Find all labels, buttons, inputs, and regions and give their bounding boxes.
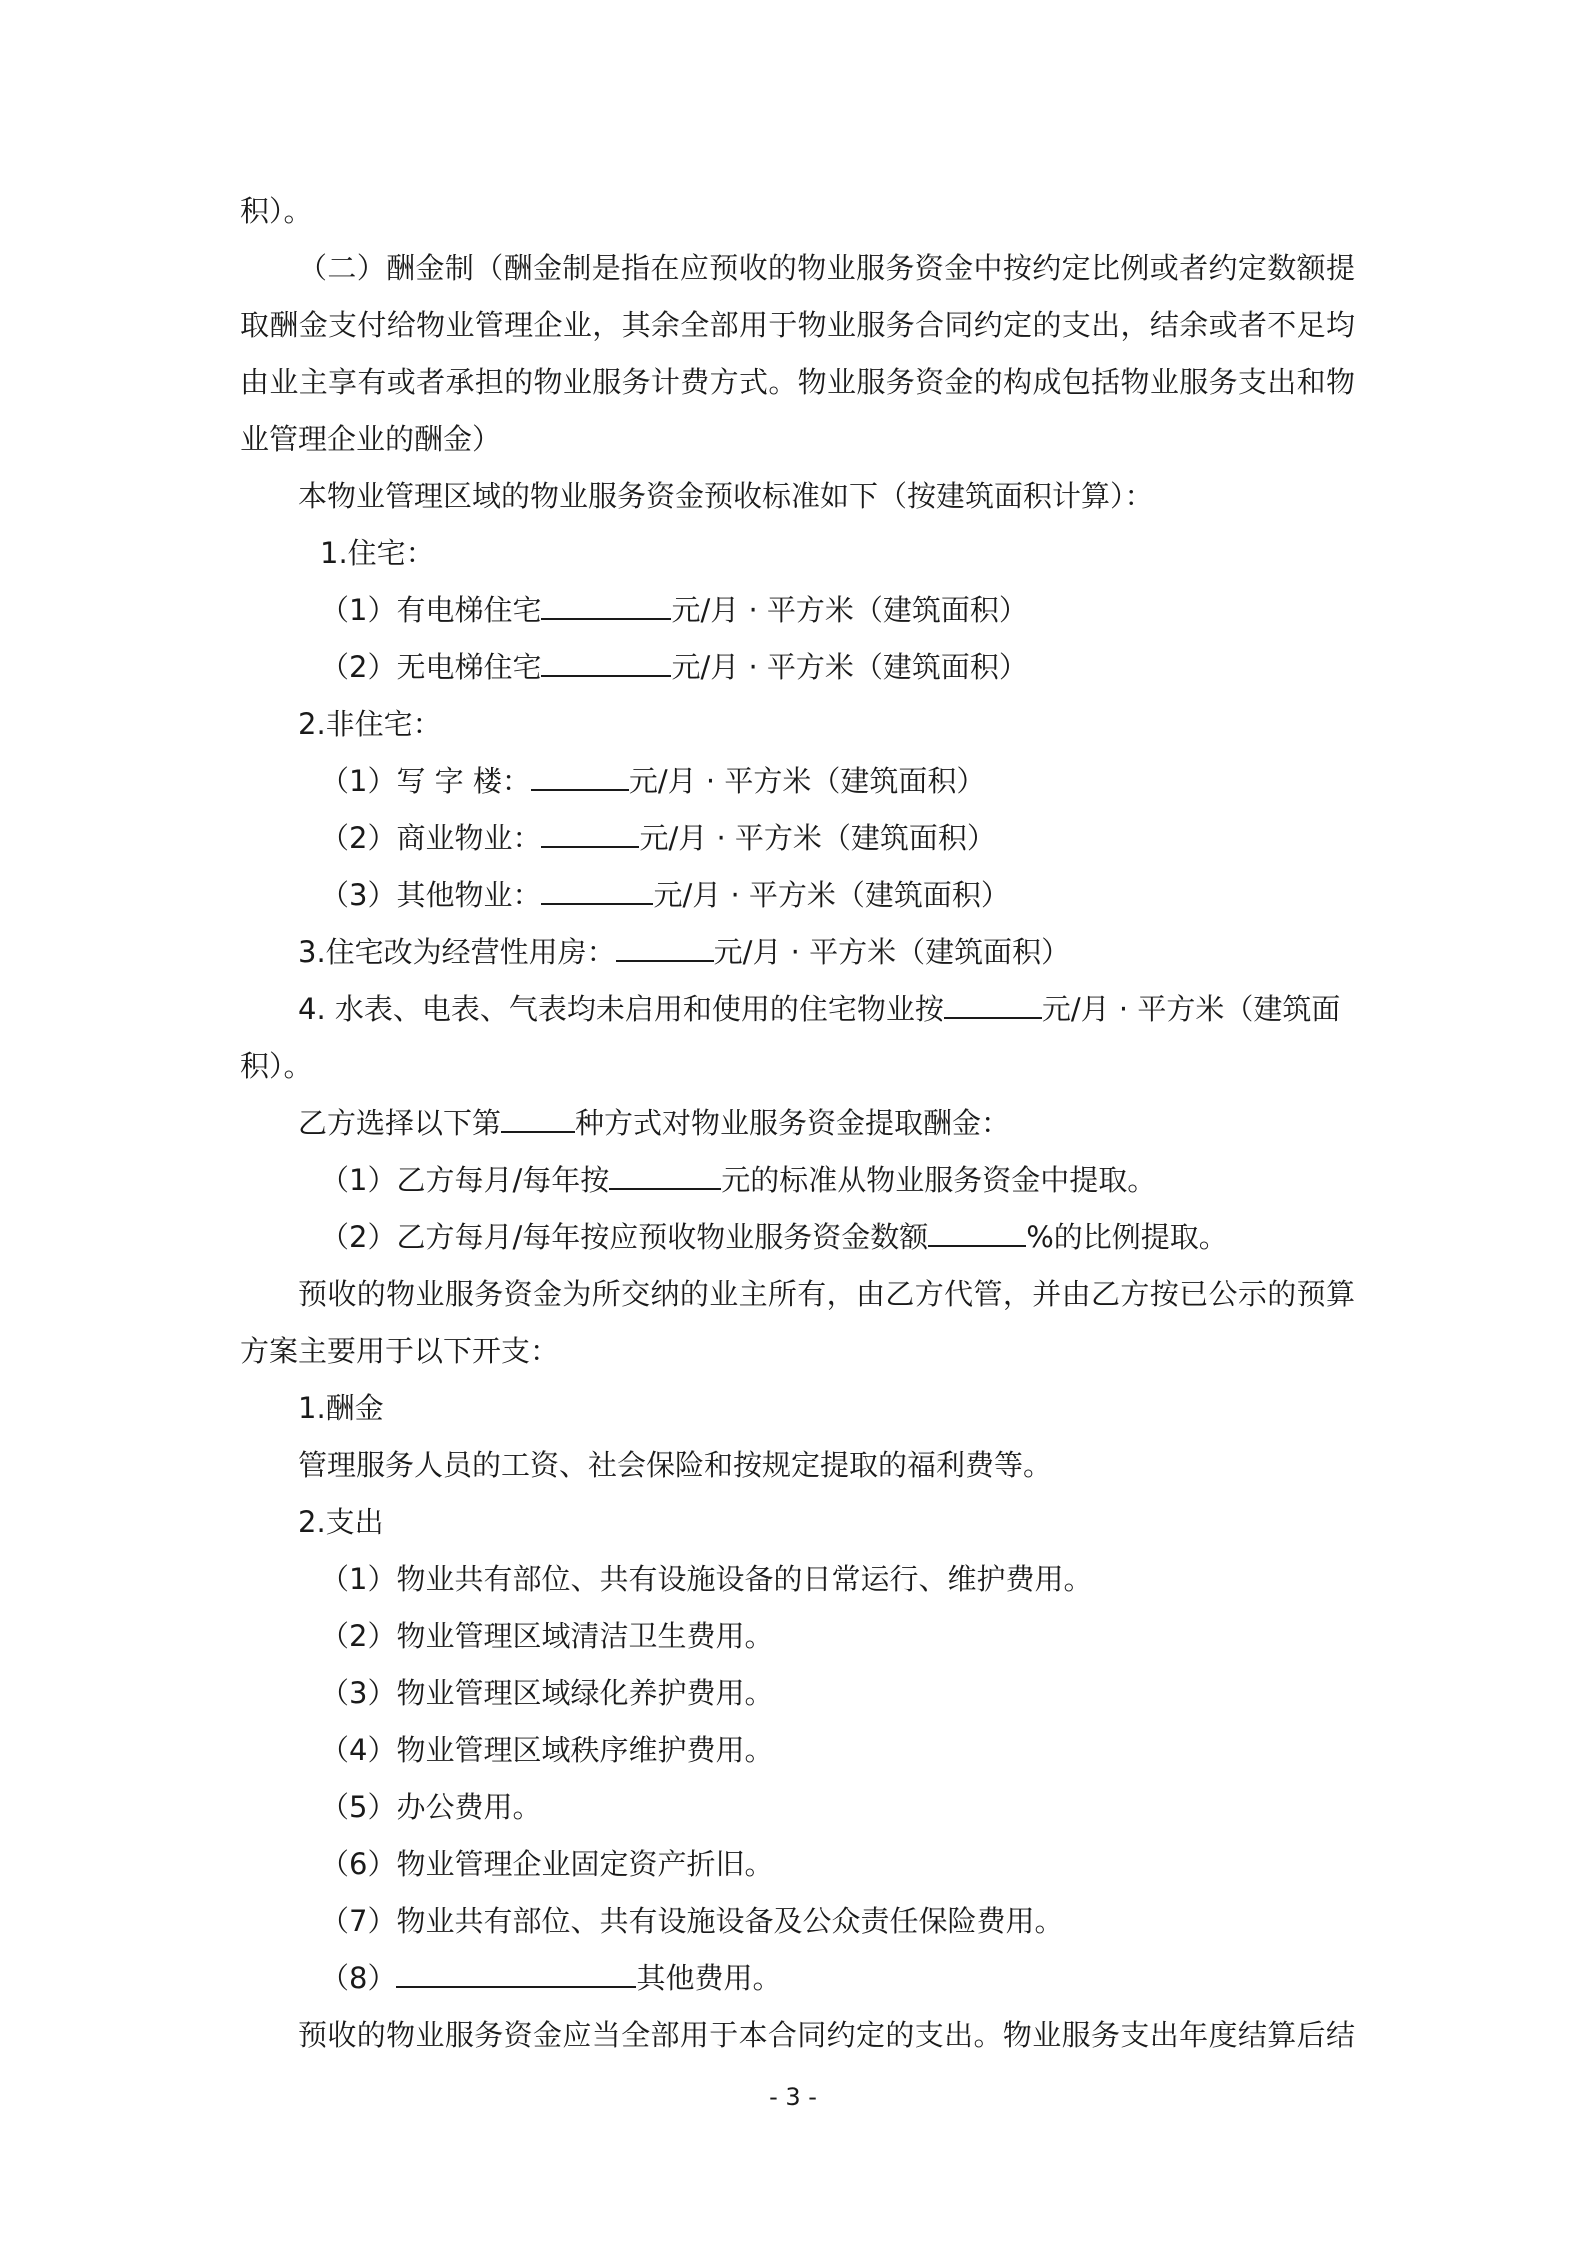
list-item: （2）物业管理区域清洁卫生费用。 (320, 1619, 774, 1653)
fill-blank (609, 1162, 721, 1190)
fee-line: （3）其他物业： 元/月 · 平方米（建筑面积） (320, 878, 1010, 912)
list-item: （5）办公费用。 (320, 1790, 542, 1824)
text-line: 2.支出 (298, 1505, 384, 1539)
fill-blank (541, 820, 639, 848)
fill-blank (944, 991, 1042, 1019)
fill-blank (541, 592, 671, 620)
text-line: 取酬金支付给物业管理企业，其余全部用于物业服务合同约定的支出，结余或者不足均 (240, 308, 1355, 342)
fill-blank (501, 1105, 575, 1133)
text-line: 业管理企业的酬金） (240, 422, 502, 456)
list-item: （7）物业共有部位、共有设施设备及公众责任保险费用。 (320, 1904, 1064, 1938)
fill-blank (396, 1960, 636, 1988)
fee-line: 3.住宅改为经营性用房： 元/月 · 平方米（建筑面积） (298, 935, 1071, 969)
page-number: - 3 - (769, 2083, 817, 2111)
text-line: 预收的物业服务资金应当全部用于本合同约定的支出。物业服务支出年度结算后结 (298, 2018, 1355, 2052)
fee-line: （1）乙方每月/每年按 元的标准从物业服务资金中提取。 (320, 1163, 1157, 1197)
fee-line: 4. 水表、电表、气表均未启用和使用的住宅物业按 元/月 · 平方米（建筑面 (298, 992, 1341, 1026)
text-line: 管理服务人员的工资、社会保险和按规定提取的福利费等。 (298, 1448, 1053, 1482)
fee-line: （1）有电梯住宅 元/月 · 平方米（建筑面积） (320, 593, 1028, 627)
text-line: 由业主享有或者承担的物业服务计费方式。物业服务资金的构成包括物业服务支出和物 (240, 365, 1355, 399)
fee-line: （1）写 字 楼： 元/月 · 平方米（建筑面积） (320, 764, 986, 798)
text-line: 本物业管理区域的物业服务资金预收标准如下（按建筑面积计算）： (298, 479, 1154, 513)
text-line: 1.住宅： (320, 536, 435, 570)
fee-line: 乙方选择以下第 种方式对物业服务资金提取酬金： (298, 1106, 1011, 1140)
list-item: （4）物业管理区域秩序维护费用。 (320, 1733, 774, 1767)
fee-line: （2）无电梯住宅 元/月 · 平方米（建筑面积） (320, 650, 1028, 684)
text-line: 预收的物业服务资金为所交纳的业主所有，由乙方代管，并由乙方按已公示的预算 (298, 1277, 1355, 1311)
text-line: 方案主要用于以下开支： (240, 1334, 560, 1368)
list-item: （1）物业共有部位、共有设施设备的日常运行、维护费用。 (320, 1562, 1093, 1596)
text-line: 积）。 (240, 1049, 313, 1083)
fee-line: （2）商业物业： 元/月 · 平方米（建筑面积） (320, 821, 996, 855)
text-line: 积）。 (240, 194, 313, 228)
fill-blank (531, 763, 629, 791)
fill-blank (541, 649, 671, 677)
text-line: （二）酬金制（酬金制是指在应预收的物业服务资金中按约定比例或者约定数额提 (298, 251, 1355, 285)
fee-line: （2）乙方每月/每年按应预收物业服务资金数额 %的比例提取。 (320, 1220, 1228, 1254)
text-line: 2.非住宅： (298, 707, 442, 741)
list-item: （8） 其他费用。 (320, 1961, 782, 1995)
list-item: （3）物业管理区域绿化养护费用。 (320, 1676, 774, 1710)
list-item: （6）物业管理企业固定资产折旧。 (320, 1847, 774, 1881)
fill-blank (616, 934, 714, 962)
fill-blank (928, 1219, 1026, 1247)
fill-blank (541, 877, 653, 905)
text-line: 1.酬金 (298, 1391, 384, 1425)
